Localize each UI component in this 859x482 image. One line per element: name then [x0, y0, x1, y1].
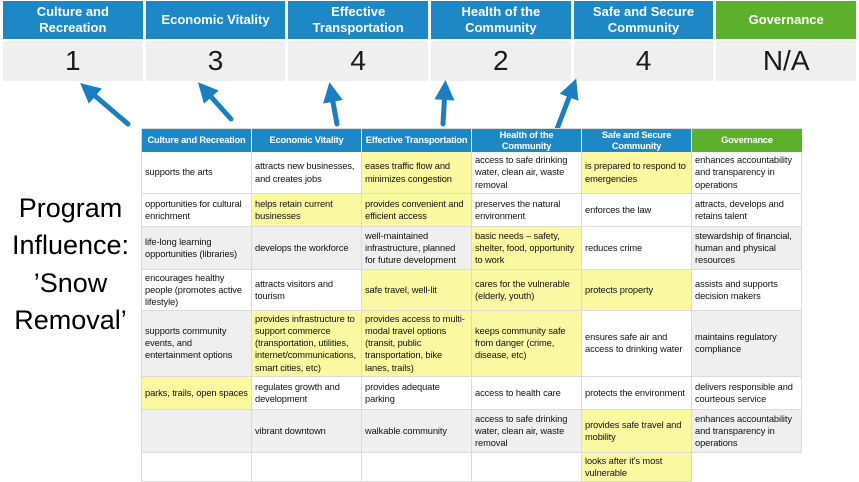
- table-cell-access-to-safe-drinking-water-clean-air-: access to safe drinking water, clean air, waste removal: [472, 410, 582, 453]
- category-header-health-of-the-community: Health of the Community: [431, 1, 571, 39]
- table-cell-enforces-the-law: enforces the law: [582, 194, 692, 227]
- table-cell-is-prepared-to-respond-to-emergencies: is prepared to respond to emergencies: [582, 152, 692, 194]
- table-cell-empty: [142, 410, 252, 453]
- category-header-governance: Governance: [716, 1, 856, 39]
- table-cell-supports-community-events-and-entertainm: supports community events, and entertainment options: [142, 311, 252, 376]
- table-cell-basic-needs-safety-shelter-food-opportun: basic needs – safety, shelter, food, opportunity to work: [472, 227, 582, 270]
- table-cell-attracts-develops-and-retains-talent: attracts, develops and retains talent: [692, 194, 802, 227]
- score-governance: N/A: [716, 41, 856, 81]
- table-cell-enhances-accountability-and-transparency: enhances accountability and transparency in operations: [692, 410, 802, 453]
- table-cell-supports-the-arts: supports the arts: [142, 152, 252, 194]
- score-culture-and-recreation: 1: [3, 41, 143, 81]
- influence-arrows: [0, 78, 859, 134]
- table-header-health-of-the-community: Health of the Community: [472, 129, 582, 152]
- table-cell-walkable-community: walkable community: [362, 410, 472, 453]
- table-row: [142, 377, 802, 410]
- arrow-layer: [0, 78, 859, 134]
- table-header-governance: Governance: [692, 129, 802, 152]
- table-cell-empty: [142, 453, 252, 482]
- arrow-to-safe-and-secure-community: [557, 87, 573, 129]
- table-cell-empty: [692, 453, 802, 482]
- table-row: [142, 311, 802, 376]
- table-header-culture-and-recreation: Culture and Recreation: [142, 129, 252, 152]
- category-header-effective-transportation: Effective Transportation: [288, 1, 428, 39]
- table-header-safe-and-secure-community: Safe and Secure Community: [582, 129, 692, 152]
- score-effective-transportation: 4: [288, 41, 428, 81]
- table-cell-preserves-the-natural-environment: preserves the natural environment: [472, 194, 582, 227]
- category-banner: [0, 1, 859, 39]
- score-safe-and-secure-community: 4: [574, 41, 714, 81]
- table-row: [142, 227, 802, 270]
- table-cell-empty: [472, 453, 582, 482]
- table-cell-enhances-accountability-and-transparency: enhances accountability and transparency in operations: [692, 152, 802, 194]
- table-cell-life-long-learning-opportunities-librari: life-long learning opportunities (libraries): [142, 227, 252, 270]
- table-cell-parks-trails-open-spaces: parks, trails, open spaces: [142, 377, 252, 410]
- score-health-of-the-community: 2: [431, 41, 571, 81]
- table-row: [142, 453, 802, 482]
- table-cell-reduces-crime: reduces crime: [582, 227, 692, 270]
- table-cell-safe-travel-well-lit: safe travel, well-lit: [362, 270, 472, 311]
- table-cell-provides-access-to-multi-modal-travel-op: provides access to multi-modal travel options (transit, public transportation, bike lanes, trails): [362, 311, 472, 376]
- table-cell-provides-safe-travel-and-mobility: provides safe travel and mobility: [582, 410, 692, 453]
- arrow-to-economic-vitality: [204, 89, 231, 119]
- table-row: [142, 194, 802, 227]
- score-economic-vitality: 3: [146, 41, 286, 81]
- table-cell-empty: [252, 453, 362, 482]
- table-cell-provides-infrastructure-to-support-comme: provides infrastructure to support commerce (transportation, utilities, internet/communications, smart cities, etc): [252, 311, 362, 376]
- table-cell-delivers-responsible-and-courteous-servi: delivers responsible and courteous service: [692, 377, 802, 410]
- program-title-line: Program: [18, 193, 123, 223]
- table-cell-assists-and-supports-decision-makers: assists and supports decision makers: [692, 270, 802, 311]
- table-cell-access-to-health-care: access to health care: [472, 377, 582, 410]
- category-header-safe-and-secure-community: Safe and Secure Community: [574, 1, 714, 39]
- program-title-line: Influence:: [11, 230, 130, 261]
- table-cell-vibrant-downtown: vibrant downtown: [252, 410, 362, 453]
- arrow-to-culture-and-recreation: [87, 89, 128, 124]
- category-header-culture-and-recreation: Culture and Recreation: [3, 1, 143, 39]
- table-cell-develops-the-workforce: develops the workforce: [252, 227, 362, 270]
- table-row: [142, 270, 802, 311]
- table-cell-maintains-regulatory-compliance: maintains regulatory compliance: [692, 311, 802, 376]
- table-header-row: [142, 129, 802, 152]
- program-title: [0, 190, 141, 339]
- table-cell-protects-property: protects property: [582, 270, 692, 311]
- program-title-line: ’Snow: [33, 267, 108, 298]
- table-cell-eases-traffic-flow-and-minimizes-congest: eases traffic flow and minimizes congestion: [362, 152, 472, 194]
- table-cell-cares-for-the-vulnerable-elderly-youth: cares for the vulnerable (elderly, youth): [472, 270, 582, 311]
- table-cell-keeps-community-safe-from-danger-crime-d: keeps community safe from danger (crime, disease, etc): [472, 311, 582, 376]
- table-cell-opportunities-for-cultural-enrichment: opportunities for cultural enrichment: [142, 194, 252, 227]
- score-row: [0, 41, 859, 81]
- table-cell-attracts-visitors-and-tourism: attracts visitors and tourism: [252, 270, 362, 311]
- table-header-economic-vitality: Economic Vitality: [252, 129, 362, 152]
- influence-table: [141, 128, 802, 482]
- table-cell-encourages-healthy-people-promotes-activ: encourages healthy people (promotes active lifestyle): [142, 270, 252, 311]
- category-header-economic-vitality: Economic Vitality: [146, 1, 286, 39]
- table-cell-empty: [362, 453, 472, 482]
- arrow-to-effective-transportation: [331, 91, 337, 124]
- table-cell-provides-adequate-parking: provides adequate parking: [362, 377, 472, 410]
- table-cell-attracts-new-businesses-and-creates-jobs: attracts new businesses, and creates jobs: [252, 152, 362, 194]
- table-cell-ensures-safe-air-and-access-to-drinking-: ensures safe air and access to drinking water: [582, 311, 692, 376]
- table-cell-stewardship-of-financial-human-and-physi: stewardship of financial, human and physical resources: [692, 227, 802, 270]
- table-row: [142, 410, 802, 453]
- table-cell-well-maintained-infrastructure-planned-f: well-maintained infrastructure, planned for future development: [362, 227, 472, 270]
- arrow-to-health-of-the-community: [443, 89, 445, 124]
- program-title-line: Removal’: [14, 304, 127, 335]
- table-cell-helps-retain-current-businesses: helps retain current businesses: [252, 194, 362, 227]
- table-cell-access-to-safe-drinking-water-clean-air-: access to safe drinking water, clean air, waste removal: [472, 152, 582, 194]
- table-row: [142, 152, 802, 194]
- table-cell-looks-after-it-s-most-vulnerable: looks after it's most vulnerable: [582, 453, 692, 482]
- table-cell-provides-convenient-and-efficient-access: provides convenient and efficient access: [362, 194, 472, 227]
- table-cell-regulates-growth-and-development: regulates growth and development: [252, 377, 362, 410]
- table-cell-protects-the-environment: protects the environment: [582, 377, 692, 410]
- table-header-effective-transportation: Effective Transportation: [362, 129, 472, 152]
